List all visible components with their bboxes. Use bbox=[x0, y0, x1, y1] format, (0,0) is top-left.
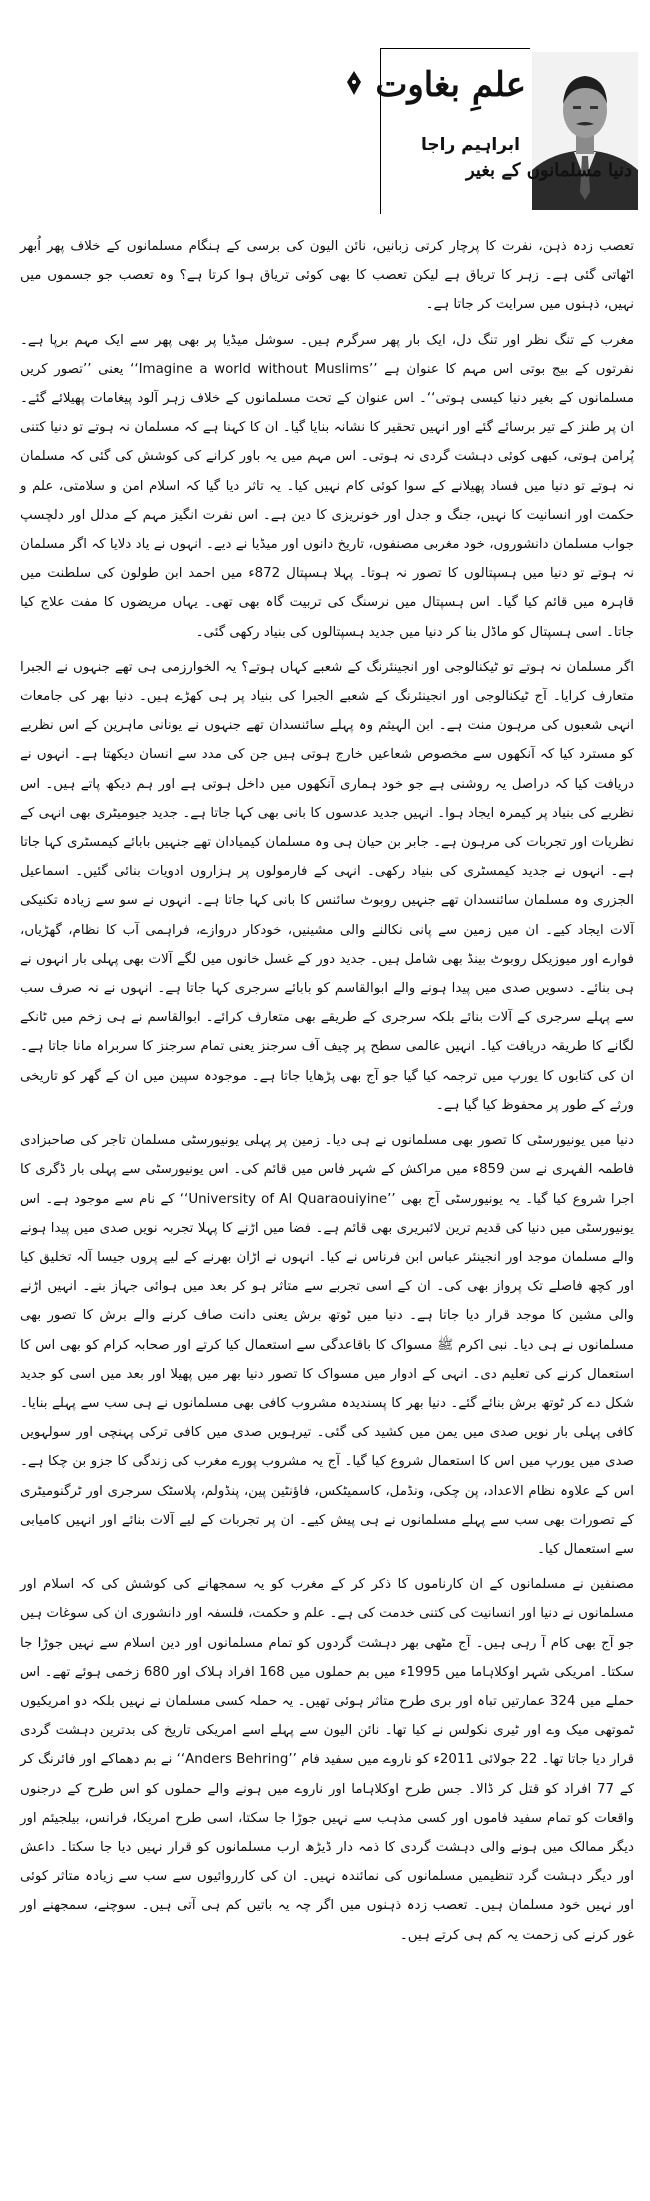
header-rule-horizontal bbox=[380, 48, 530, 49]
paragraph: مغرب کے تنگ نظر اور تنگ دل، ایک بار پھر سرگرم ہیں۔ سوشل میڈیا پر بھی پھر سے ایک مہم برپا ہے۔ نفرتوں کے بیج بوتی اس مہم کا عنوان ہے ’’Imagine a world without Muslims‘‘ یعنی ’’تصور کریں مسلمانوں کے بغیر دنیا کیسی ہوتی‘‘۔ اس عنوان کے تحت مسلمانوں کے خلاف زہر آلود پیغامات پھیلائے گئے۔ ان پر طنز کے تیر برسائے گئے اور انہیں تحقیر کا نشانہ بنایا گیا۔ ان کا کہنا ہے کہ مسلمان نہ ہوتے تو دنیا کتنی پُرامن ہوتی، کبھی کوئی دہشت گردی نہ ہوتی۔ اس مہم میں یہ باور کرانے کی کوشش کی گئی کہ مسلمان نہ ہوتے تو دنیا میں فساد پھیلانے کے سوا کوئی کام نہیں کیا۔ یہ تاثر دیا گیا کہ اسلام امن و سلامتی، علم و حکمت اور انسانیت کا نہیں، جنگ و جدل اور خونریزی کا دین ہے۔ اس نفرت انگیز مہم کے مدلل اور دلچسپ جواب مسلمان دانشوروں، خود مغربی مصنفوں، تاریخ دانوں اور میڈیا نے دیے۔ انہوں نے یاد دلایا کہ اگر مسلمان نہ ہوتے تو دنیا میں ہسپتالوں کا تصور نہ ہوتا۔ پہلا ہسپتال 872ء میں احمد ابن طولون کی سلطنت میں قاہرہ میں قائم کیا گیا۔ اس ہسپتال میں نرسنگ کی تربیت گاہ بھی تھی۔ یہاں مریضوں کا مفت علاج کیا جاتا۔ اسی ہسپتال کو ماڈل بنا کر دنیا میں جدید ہسپتالوں کی بنیاد رکھی گئی۔ bbox=[20, 332, 635, 640]
paragraph: دنیا میں یونیورسٹی کا تصور بھی مسلمانوں نے ہی دیا۔ زمین پر پہلی یونیورسٹی مسلمان تاجر کی صاحبزادی فاطمہ الفہری نے سن 859ء میں مراکش کے شہر فاس میں قائم کی۔ اس یونیورسٹی سے پہلی بار ڈگری کا اجرا شروع کیا گیا۔ یہ یونیورسٹی آج بھی ’’University of Al Quaraouiyine‘‘ کے نام سے موجود ہے۔ اس یونیورسٹی میں دنیا کی قدیم ترین لائبریری بھی قائم ہے۔ فضا میں اڑنے کا پہلا تجربہ نویں صدی میں پیدا ہونے والے مسلمان موجد اور انجینئر عباس ابن فرناس نے کیا۔ انہوں نے اڑان بھرنے کے لیے پروں جیسا آلہ تخلیق کیا اور کچھ فاصلے تک پرواز بھی کی۔ ان کے اسی تجربے سے متاثر ہو کر بعد میں ہوائی جہاز بنے۔ انہیں اڑنے والی مشین کا موجد قرار دیا جاتا ہے۔ دنیا میں ٹوتھ برش یعنی دانت صاف کرنے والے برش کا تصور بھی مسلمانوں نے ہی دیا۔ نبی اکرم ﷺ مسواک کا باقاعدگی سے استعمال کیا کرتے اور صحابہ کرام کو بھی اس کا استعمال کرنے کی تعلیم دی۔ انہی کے ادوار میں مسواک کا تصور دنیا بھر میں پھیلا اور بعد میں اسی کو جدید شکل دے کر ٹوتھ برش بنائے گئے۔ دنیا بھر کا پسندیدہ مشروب کافی بھی مسلمانوں نے ہی سب سے پہلے بنایا۔ کافی پہلی بار نویں صدی میں یمن میں کشید کی گئی۔ تیرہویں صدی میں کافی ترکی پہنچی اور سولہویں صدی میں یورپ میں اس کا استعمال شروع کیا گیا۔ آج یہ مشروب پورے مغرب کی زندگی کا جزو بن چکا ہے۔ اس کے علاوہ نظام الاعداد، پن چکی، ونڈمل، کاسمیٹکس، فاؤنٹین پین، پنڈولم، پلاسٹک سرجری اور ٹرگنومیٹری کے تصورات بھی سب سے پہلے مسلمانوں نے ہی پیش کیے۔ ان پر تجربات کے لیے آلات بنائے اور انہیں کامیابی سے استعمال کیا۔ bbox=[20, 1133, 634, 1557]
article-body bbox=[20, 232, 634, 1956]
paragraph: مصنفین نے مسلمانوں کے ان کارناموں کا ذکر کر کے مغرب کو یہ سمجھانے کی کوشش کی کہ اسلام اور مسلمانوں نے دنیا اور انسانیت کی کتنی خدمت کی ہے۔ علم و حکمت، فلسفہ اور دانشوری ان کی سوغات ہیں جو آج بھی کام آ رہی ہیں۔ آج مٹھی بھر دہشت گردوں کو تمام مسلمانوں اور دین اسلام سے نہیں جوڑا جا سکتا۔ امریکی شہر اوکلاہاما میں 1995ء میں بم حملوں میں 168 افراد ہلاک اور 680 زخمی ہوئے تھے۔ اس حملے میں 324 عمارتیں تباہ اور بری طرح متاثر ہوئی تھیں۔ یہ حملہ کسی مسلمان نے نہیں بلکہ دو امریکیوں ٹموتھی میک وے اور ٹیری نکولس نے کیا تھا۔ نائن الیون سے پہلے اسے امریکی تاریخ کی بدترین دہشت گردی قرار دیا جاتا تھا۔ 22 جولائی 2011ء کو ناروے میں سفید فام ’’Anders Behring‘‘ نے بم دھماکے اور فائرنگ کر کے 77 افراد کو قتل کر ڈالا۔ جس طرح اوکلاہاما اور ناروے میں ہونے والے حملوں کو اس طرح کے درجنوں واقعات کو تمام سفید فاموں اور کسی مذہب سے نہیں جوڑا جا سکتا، اسی طرح امریکا، فرانس، بیلجیئم اور دیگر ممالک میں ہونے والی دہشت گردی کا ذمہ دار ڈیڑھ ارب مسلمانوں کو قرار نہیں دیا جا سکتا۔ داعش اور دیگر دہشت گرد تنظیمیں مسلمانوں کی نمائندہ نہیں۔ ان کی کارروائیوں سے سب سے زیادہ متاثر کوئی اور نہیں خود مسلمان ہیں۔ تعصب زدہ ذہنوں میں اگر چہ یہ باتیں کم ہی آتی ہیں۔ سوچنے، سمجھنے اور غور کرنے کی زحمت یہ کم ہی کرتے ہیں۔ bbox=[20, 1577, 635, 1943]
article-headline: دنیا مسلمانوں کے بغیر bbox=[466, 160, 632, 181]
author-photo bbox=[532, 52, 638, 210]
pen-nib-icon bbox=[345, 68, 363, 102]
author-name: ابراہیم راجا bbox=[420, 135, 520, 155]
paragraph: تعصب زدہ ذہن، نفرت کا پرچار کرتی زبانیں، نائن الیون کی برسی کے ہنگام مسلمانوں کے خلاف پھر اُبھر اٹھاتی گئی ہے۔ زہر کا تریاق ہے لیکن تعصب کا بھی کوئی تریاق ہوا کرتا ہے؟ وہ تعصب جو جسموں میں نہیں، ذہنوں میں سرایت کر جاتا ہے۔ bbox=[20, 239, 634, 313]
paragraph: اگر مسلمان نہ ہوتے تو ٹیکنالوجی اور انجینئرنگ کے شعبے کہاں ہوتے؟ یہ الخوارزمی ہی تھے جنہوں نے الجبرا متعارف کرایا۔ آج ٹیکنالوجی اور انجینئرنگ کے شعبے الجبرا کی بنیاد پر ہی کھڑے ہیں۔ دنیا بھر کی جامعات انہی شعبوں کی مرہون منت ہے۔ ابن الہیثم وہ پہلے سائنسدان تھے جنہوں نے یونانی ماہرین کے اس نظریے کو مسترد کیا کہ آنکھوں سے مخصوص شعاعیں خارج ہوتی ہیں جن کی مدد سے انسان دیکھتا ہے۔ انہوں نے دریافت کیا کہ دراصل یہ روشنی ہے جو خود ہماری آنکھوں میں داخل ہوتی ہے اور ہم دیکھ پاتے ہیں۔ اس نظریے کی بنیاد پر کیمرہ ایجاد ہوا۔ انہیں جدید عدسوں کا بانی بھی کہا جاتا ہے۔ جدید جیومیٹری بھی انہی کے نظریات اور تجربات کی مرہون ہے۔ جابر بن حیان ہی وہ مسلمان کیمیادان تھے جنہیں بابائے کیمسٹری کہا جاتا ہے۔ انہوں نے جدید کیمسٹری کی بنیاد رکھی۔ انہی کے فارمولوں پر ہزاروں ادویات بنائی گئیں۔ اسماعیل الجزری وہ مسلمان سائنسدان تھے جنہیں روبوٹ سائنس کا بانی کہا جاتا ہے۔ انہوں نے سو سے زیادہ تکنیکی آلات ایجاد کیے۔ ان میں زمین سے پانی نکالنے والی مشینیں، خودکار دروازے، فراہمی آب کا نظام، گھڑیاں، فوارے اور میوزیکل روبوٹ بینڈ بھی شامل ہیں۔ جدید دور کے غسل خانوں میں لگے آلات بھی پہلی بار انہوں نے ہی بنائے۔ دسویں صدی میں پیدا ہونے والے ابوالقاسم کو بابائے سرجری کہا جاتا ہے۔ انہوں نے نہ صرف سب سے پہلے سرجری کے آلات بنائے بلکہ سرجری کے طریقے بھی متعارف کرائے۔ ابوالقاسم نے ہی زخم میں ٹانکے لگانے کا طریقہ دریافت کیا۔ انہیں عالمی سطح پر چیف آف سرجنز یعنی تمام سرجنز کا سربراہ مانا جاتا ہے۔ ان کی کتابوں کا یورپ میں ترجمہ کیا گیا جو آج بھی پڑھایا جاتا ہے۔ موجودہ سپین میں ان کے گھر کو تاریخی ورثے کے طور پر محفوظ کیا گیا ہے۔ bbox=[20, 659, 634, 1113]
column-logo bbox=[341, 65, 526, 105]
column-logo-text: علمِ بغاوت bbox=[375, 65, 526, 105]
column-header bbox=[375, 48, 638, 214]
